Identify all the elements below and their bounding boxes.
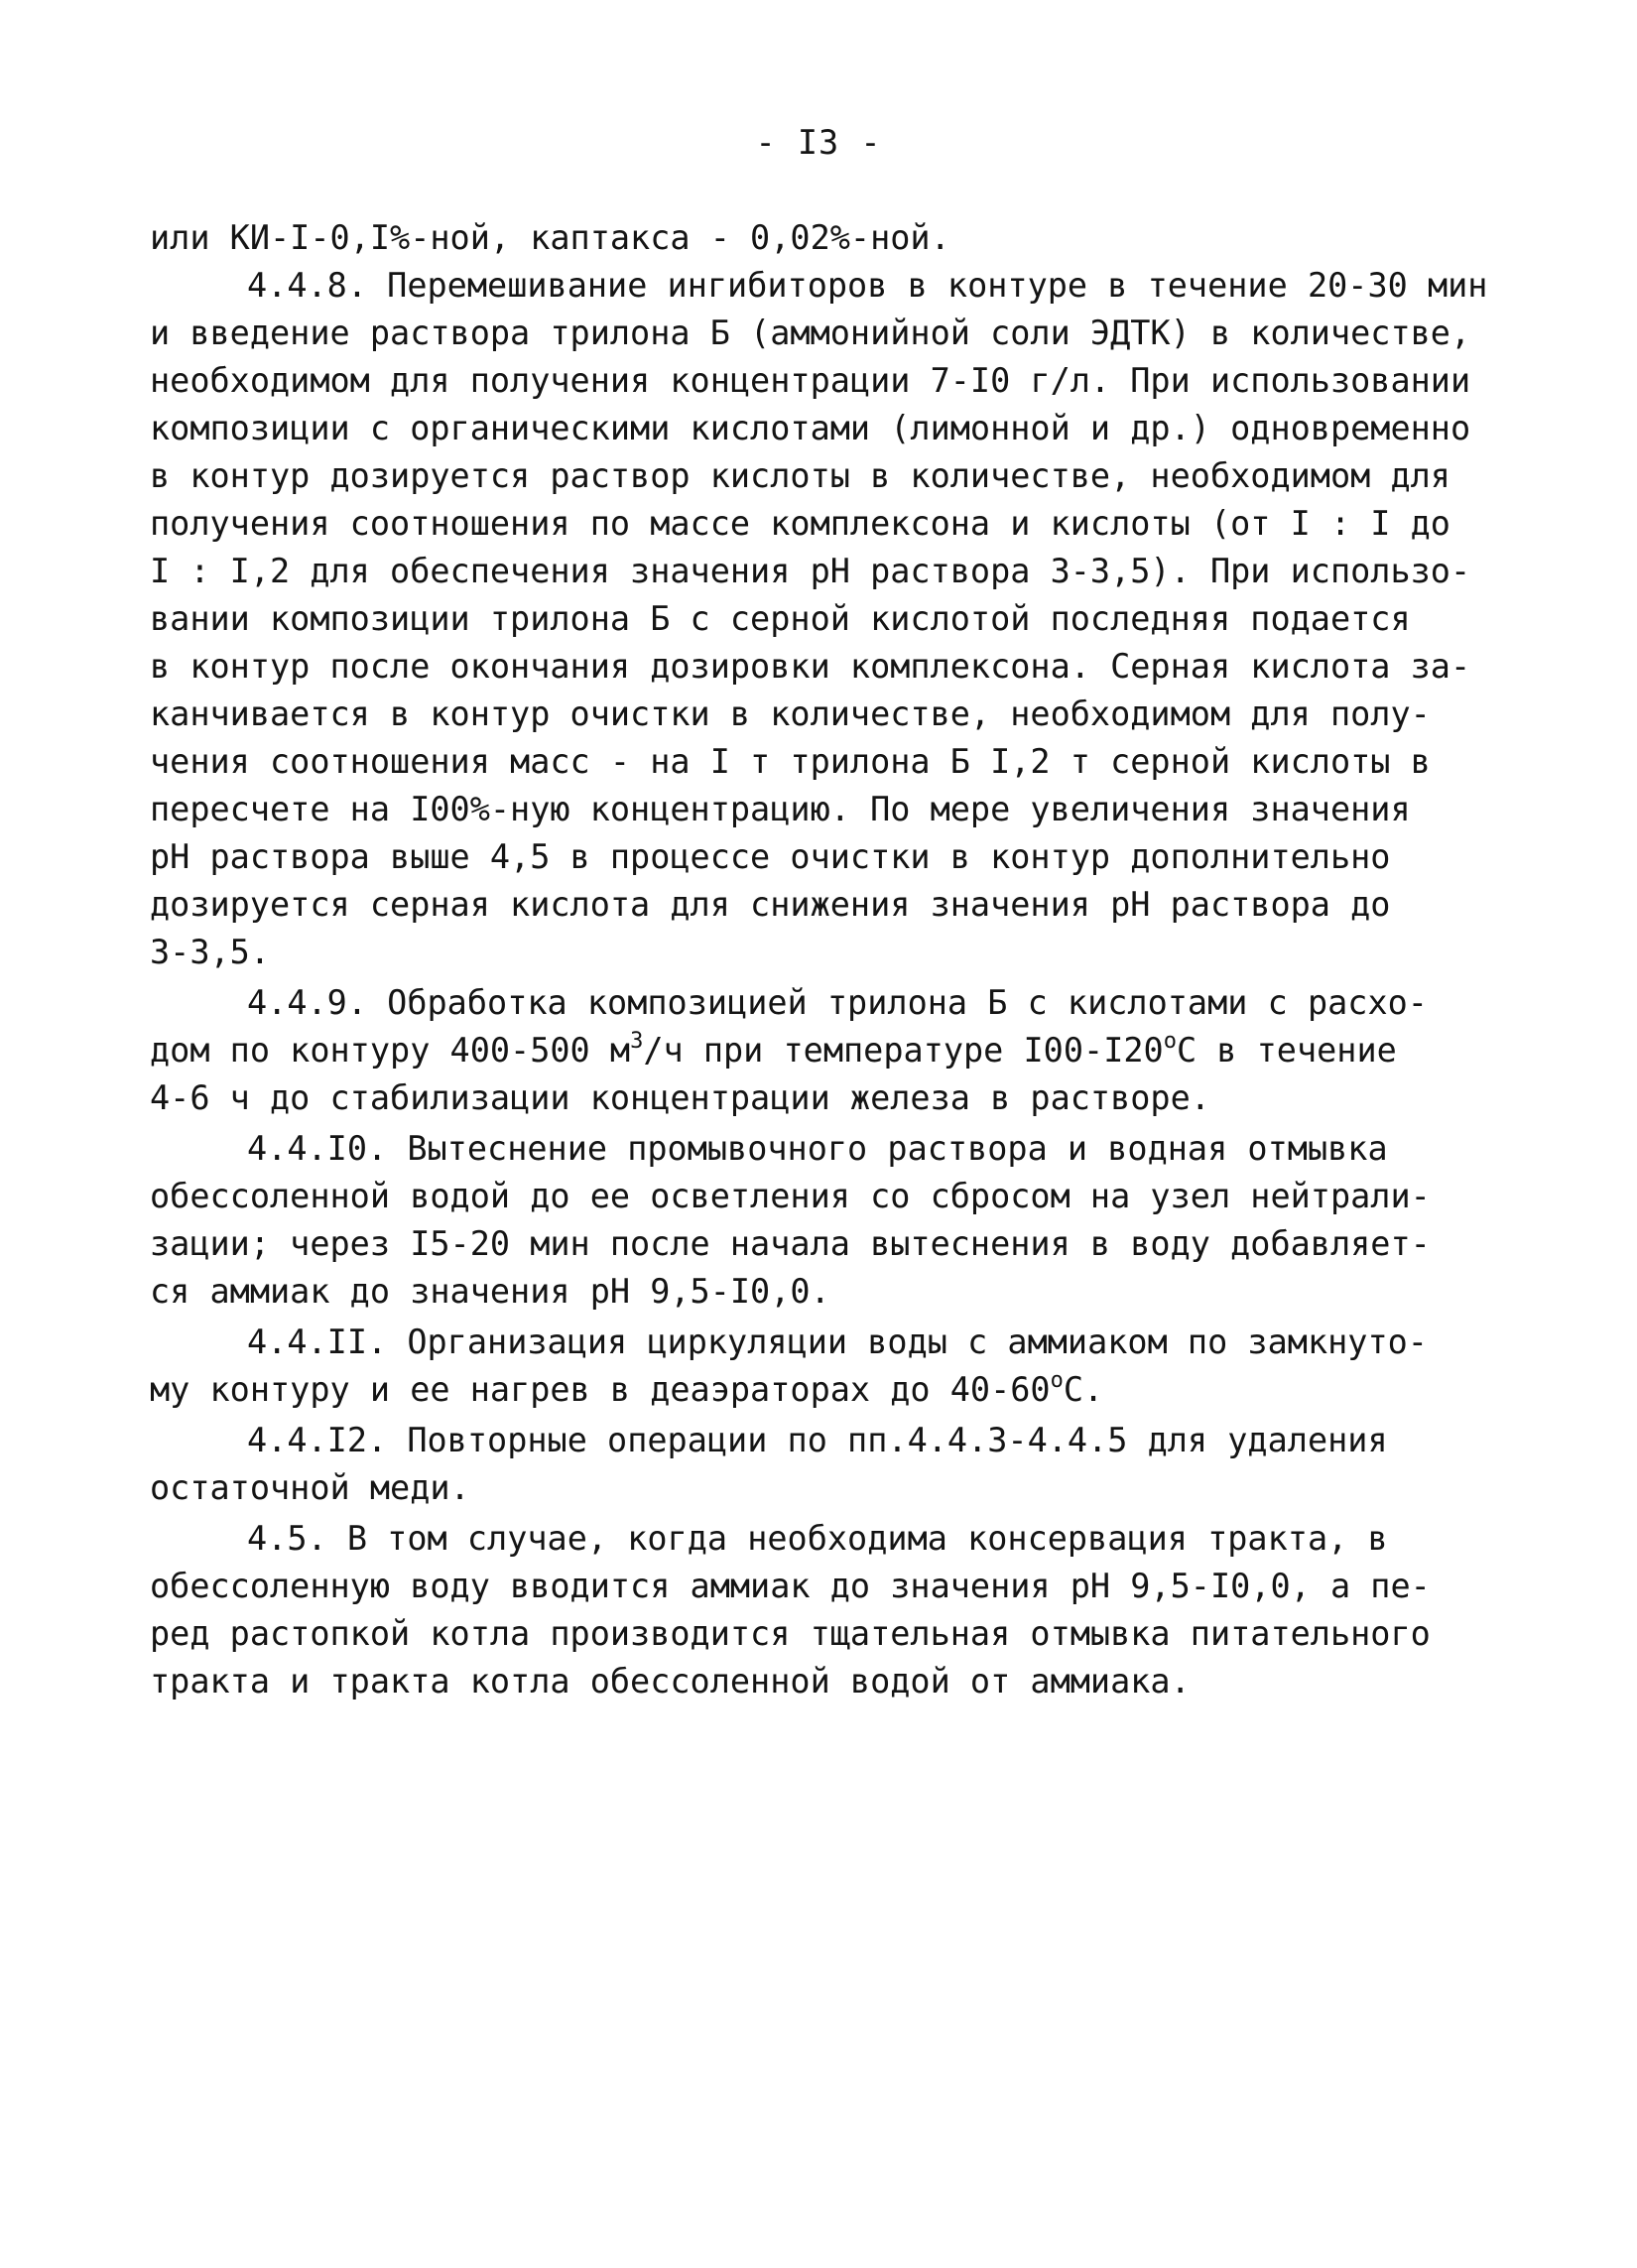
superscript: 3 (630, 1029, 644, 1054)
paragraph-start-4-4-9: 4.4.9. Обработка композицией трилона Б с кислотами с расхо- (247, 983, 1428, 1022)
text-line: и введение раствора трилона Б (аммонийной соли ЭДТК) в количестве, (150, 314, 1471, 352)
text-segment: С. (1063, 1370, 1104, 1409)
paragraph-start-4-4-10: 4.4.I0. Вытеснение промывочного раствора и водная отмывка (247, 1129, 1388, 1168)
paragraph-start-4-4-8: 4.4.8. Перемешивание ингибиторов в контуре в течение 20-30 мин (247, 266, 1488, 305)
paragraph-start-4-4-11: 4.4.II. Организация циркуляции воды с аммиаком по замкнуто- (247, 1323, 1428, 1361)
text-line: рН раствора выше 4,5 в процессе очистки в контур дополнительно (150, 837, 1391, 876)
text-line: 4-6 ч до стабилизации концентрации железа в растворе. (150, 1078, 1210, 1117)
text-line: чения соотношения масс - на I т трилона Б I,2 т серной кислоты в (150, 742, 1431, 781)
text-line: необходимом для получения концентрации 7-I0 г/л. При использовании (150, 361, 1471, 400)
text-line: вании композиции трилона Б с серной кислотой последняя подается (150, 599, 1411, 638)
text-line: остаточной меди. (150, 1468, 470, 1507)
degree-superscript: о (1163, 1029, 1177, 1054)
text-line: канчивается в контур очистки в количестве, необходимом для полу- (150, 694, 1431, 733)
text-line: получения соотношения по массе комплексона и кислоты (от I : I до (150, 504, 1450, 543)
text-line: 3-3,5. (150, 933, 271, 971)
degree-superscript: о (1050, 1368, 1064, 1393)
text-segment: С в течение (1176, 1031, 1397, 1070)
paragraph-start-4-4-12: 4.4.I2. Повторные операции по пп.4.4.3-4.4.5 для удаления (247, 1421, 1388, 1459)
text-line: тракта и тракта котла обессоленной водой от аммиака. (150, 1662, 1191, 1701)
text-segment: /ч при температуре I00-I20 (643, 1031, 1164, 1070)
text-line: пересчете на I00%-ную концентрацию. По мере увеличения значения (150, 790, 1411, 828)
text-line: обессоленную воду вводится аммиак до значения рН 9,5-I0,0, а пе- (150, 1567, 1431, 1605)
text-line-with-superscript (150, 1366, 1479, 1414)
text-line: ся аммиак до значения рН 9,5-I0,0. (150, 1272, 830, 1311)
text-line-with-superscripts (150, 1027, 1479, 1074)
paragraph-start-4-5: 4.5. В том случае, когда необходима консервация тракта, в (247, 1519, 1388, 1558)
text-line: зации; через I5-20 мин после начала вытеснения в воду добавляет- (150, 1224, 1431, 1263)
text-line: или КИ-I-0,I%-ной, каптакса - 0,02%-ной. (150, 218, 950, 257)
text-line: в контур после окончания дозировки комплексона. Серная кислота за- (150, 647, 1471, 686)
text-line: I : I,2 для обеспечения значения рН раствора 3-3,5). При использо- (150, 552, 1471, 590)
text-segment: дом по контуру 400-500 м (150, 1031, 631, 1070)
text-line: в контур дозируется раствор кислоты в количестве, необходимом для (150, 456, 1450, 495)
text-line: композиции с органическими кислотами (лимонной и др.) одновременно (150, 409, 1471, 447)
text-segment: му контуру и ее нагрев в деаэраторах до 40-60 (150, 1370, 1051, 1409)
text-line: дозируется серная кислота для снижения значения рН раствора до (150, 885, 1391, 924)
body-text (150, 214, 1488, 1705)
text-line: ред растопкой котла производится тщательная отмывка питательного (150, 1614, 1431, 1653)
page-number: - I3 - (755, 123, 882, 162)
text-line: обессоленной водой до ее осветления со сбросом на узел нейтрали- (150, 1177, 1431, 1215)
